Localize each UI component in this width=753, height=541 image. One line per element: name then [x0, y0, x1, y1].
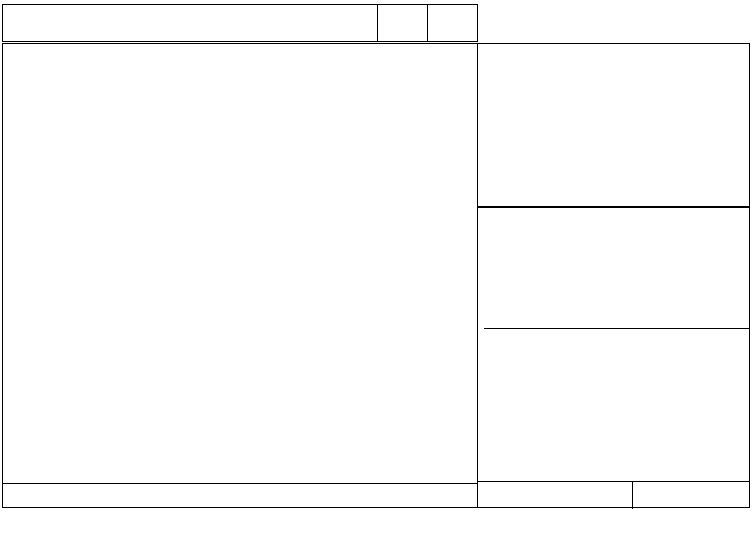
col-header-small: [428, 4, 478, 42]
payment-field[interactable]: [633, 481, 749, 509]
opening-hours-header: [2, 4, 378, 42]
coffee-price-list: [484, 328, 750, 329]
info-panel: [478, 43, 750, 508]
daily-menu-table: [2, 43, 478, 484]
phone-field[interactable]: [478, 481, 633, 509]
delivery-info: [478, 148, 749, 208]
subscription-menu-price: [478, 212, 749, 240]
col-header-large: [378, 4, 428, 42]
side-dish-notice: [478, 44, 749, 150]
order-note: [2, 484, 478, 508]
